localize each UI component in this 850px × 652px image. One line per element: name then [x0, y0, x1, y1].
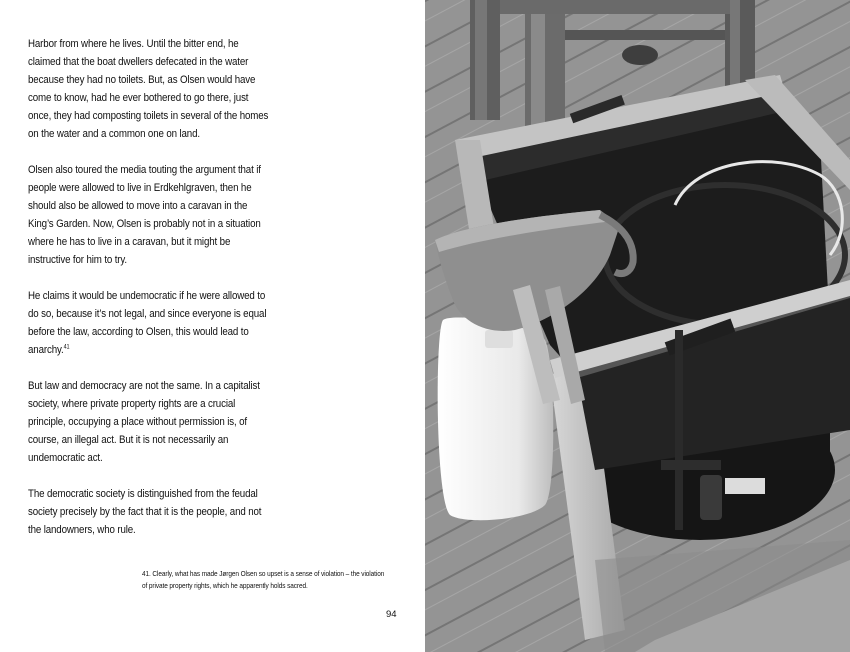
paragraph-4: But law and democracy are not the same. In a capitalist society, where private property rights are a crucial principle, occupying a place without permission is, of course, an illegal act. But it is not necessarily an undemocratic act.	[28, 380, 260, 464]
paragraph-1: Harbor from where he lives. Until the bitter end, he claimed that the boat dwellers defecated in the water because they had no toilets. But, as Olsen would have come to know, had he ever bothered to go there, just once, they had composting toilets in several of the homes on the water and a common one on land.	[28, 38, 269, 140]
photo-composting-toilet-box	[425, 0, 850, 652]
footnote: 41. Clearly, what has made Jørgen Olsen so upset is a sense of violation – the violation of private property rights, which he apparently holds sacred.	[142, 569, 385, 590]
photo-illustration	[425, 0, 850, 652]
body-text	[28, 35, 269, 557]
paragraph-3	[28, 287, 269, 359]
page-number: 94	[386, 609, 397, 620]
paragraph-3-text: He claims it would be undemocratic if he were allowed to do so, because it’s not legal, and since everyone is equal before the law, according to Olsen, this would lead to anarchy.	[28, 290, 267, 356]
paragraph-5: The democratic society is distinguished from the feudal society precisely by the fact that it is the people, and not the landowners, who rule.	[28, 488, 262, 536]
footnote-reference: 41	[63, 344, 70, 351]
paragraph-2: Olsen also toured the media touting the argument that if people were allowed to live in Erdkehlgraven, then he should also be allowed to move into a caravan in the King’s Garden. Now, Olsen is probably not in a situation where he has to live in a caravan, but it might be instructive for him to try.	[28, 164, 261, 266]
